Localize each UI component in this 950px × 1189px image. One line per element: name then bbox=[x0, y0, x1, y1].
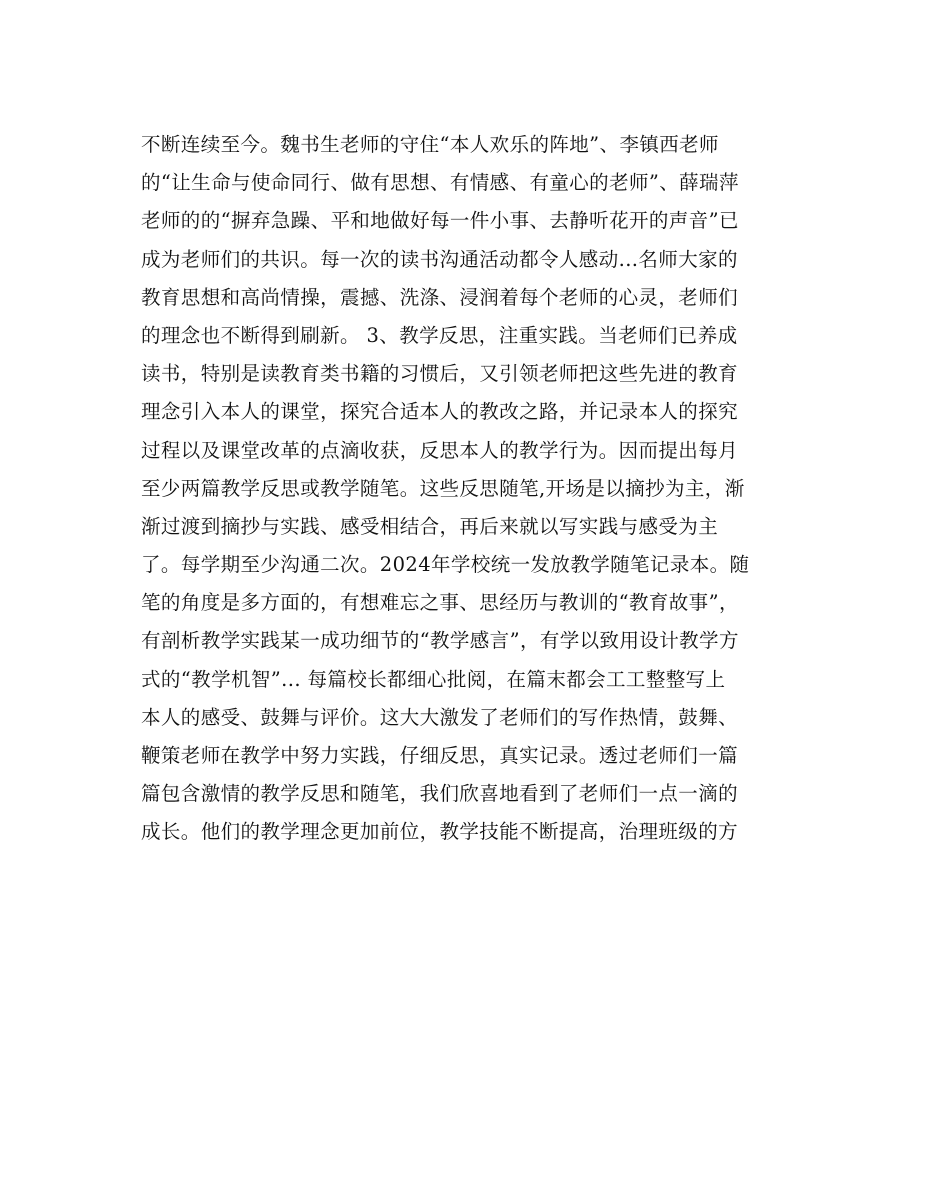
text-line: 教育思想和高尚情操，震撼、洗涤、浸润着每个老师的心灵，老师们 bbox=[141, 285, 739, 309]
text-line: 式的“教学机智”... 每篇校长都细心批阅，在篇末都会工工整整写上 bbox=[141, 667, 726, 691]
text-line: 的“让生命与使命同行、做有思想、有情感、有童心的老师”、薛瑞萍 bbox=[141, 171, 739, 195]
text-line: 笔的角度是多方面的，有想难忘之事、思经历与教训的“教育故事”， bbox=[141, 591, 739, 615]
text-line: 至少两篇教学反思或教学随笔。这些反思随笔,开场是以摘抄为主，渐 bbox=[141, 476, 745, 500]
text-line: 鞭策老师在教学中努力实践，仔细反思，真实记录。透过老师们一篇 bbox=[141, 744, 739, 767]
text-line: 读书，特别是读教育类书籍的习惯后，又引领老师把这些先进的教育 bbox=[141, 362, 739, 386]
text-line: 过程以及课堂改革的点滴收获，反思本人的教学行为。因而提出每月 bbox=[141, 438, 739, 462]
text-line: 成为老师们的共识。每一次的读书沟通活动都令人感动...名师大家的 bbox=[141, 247, 738, 271]
text-line: 渐过渡到摘抄与实践、感受相结合，再后来就以写实践与感受为主 bbox=[141, 514, 719, 538]
text-line: 本人的感受、鼓舞与评价。这大大激发了老师们的写作热情，鼓舞、 bbox=[141, 705, 739, 729]
text-line: 老师的的“摒弃急躁、平和地做好每一件小事、去静听花开的声音”已 bbox=[141, 209, 739, 233]
body-text bbox=[141, 126, 821, 852]
text-line: 成长。他们的教学理念更加前位，教学技能不断提高，治理班级的方 bbox=[141, 820, 739, 844]
text-line: 不断连续至今。魏书生老师的守住“本人欢乐的阵地”、李镇西老师 bbox=[141, 133, 719, 156]
text-line: 有剖析教学实践某一成功细节的“教学感言”，有学以致用设计教学方 bbox=[141, 629, 739, 653]
text-line: 篇包含激情的教学反思和随笔，我们欣喜地看到了老师们一点一滴的 bbox=[141, 782, 739, 806]
text-line: 的理念也不断得到刷新。 3、教学反思，注重实践。当老师们已养成 bbox=[141, 323, 738, 347]
text-line: 理念引入本人的课堂，探究合适本人的教改之路，并记录本人的探究 bbox=[141, 400, 739, 424]
text-line: 了。每学期至少沟通二次。2024年学校统一发放教学随笔记录本。随 bbox=[141, 553, 750, 577]
